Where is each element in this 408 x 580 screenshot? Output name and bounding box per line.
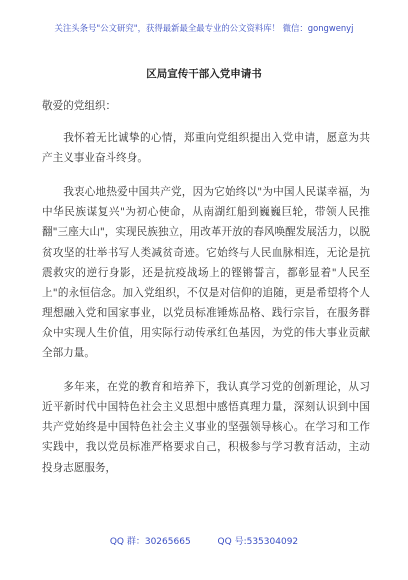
greeting: 敬爱的党组织： xyxy=(42,100,117,112)
footer xyxy=(0,534,408,547)
paragraph-intro: 我怀着无比诚挚的心情，郑重向党组织提出入党申请，愿意为共产主义事业奋斗终身。 xyxy=(42,132,370,165)
promo-header: 关注头条号"公文研究"，获得最新最全最专业的公文资料库！ 微信：gongwenyj xyxy=(54,23,354,33)
document-title: 区局宣传干部入党申请书 xyxy=(146,68,262,80)
qq-group-number: QQ 群：30265665 xyxy=(109,537,191,547)
paragraph-study: 多年来，在党的教育和培养下，我认真学习党的创新理论，从习近平新时代中国特色社会主义思想中感悟真理力量，深刻认识到中国共产党始终是中国特色社会主义事业的坚强领导核心。在学习和工作实践中，我以党员标准严格要求自己，积极参与学习教育活动，主动投身志愿服务， xyxy=(42,381,370,474)
qq-number: QQ 号:535304092 xyxy=(217,537,299,547)
document-body xyxy=(42,96,370,492)
paragraph-love-party: 我衷心地热爱中国共产党，因为它始终以"为中国人民谋幸福，为中华民族谋复兴"为初心使命，从南湖红船到巍巍巨轮，带领人民推翻"三座大山"，实现民族独立，用改革开放的春风唤醒发展活力，以脱贫攻坚的壮举书写人类减贫奇迹。它始终与人民血脉相连，无论是抗震救灾的逆行身影，还是抗疫战场上的铿锵誓言，都彰显着"人民至上"的永恒信念。加入党组织，不仅是对信仰的追随，更是希望将个人理想融入党和国家事业，以党员标准锤炼品格、践行宗旨，在服务群众中实现人生价值，用实际行动传承红色基因，为党的伟大事业贡献全部力量。 xyxy=(42,186,370,360)
